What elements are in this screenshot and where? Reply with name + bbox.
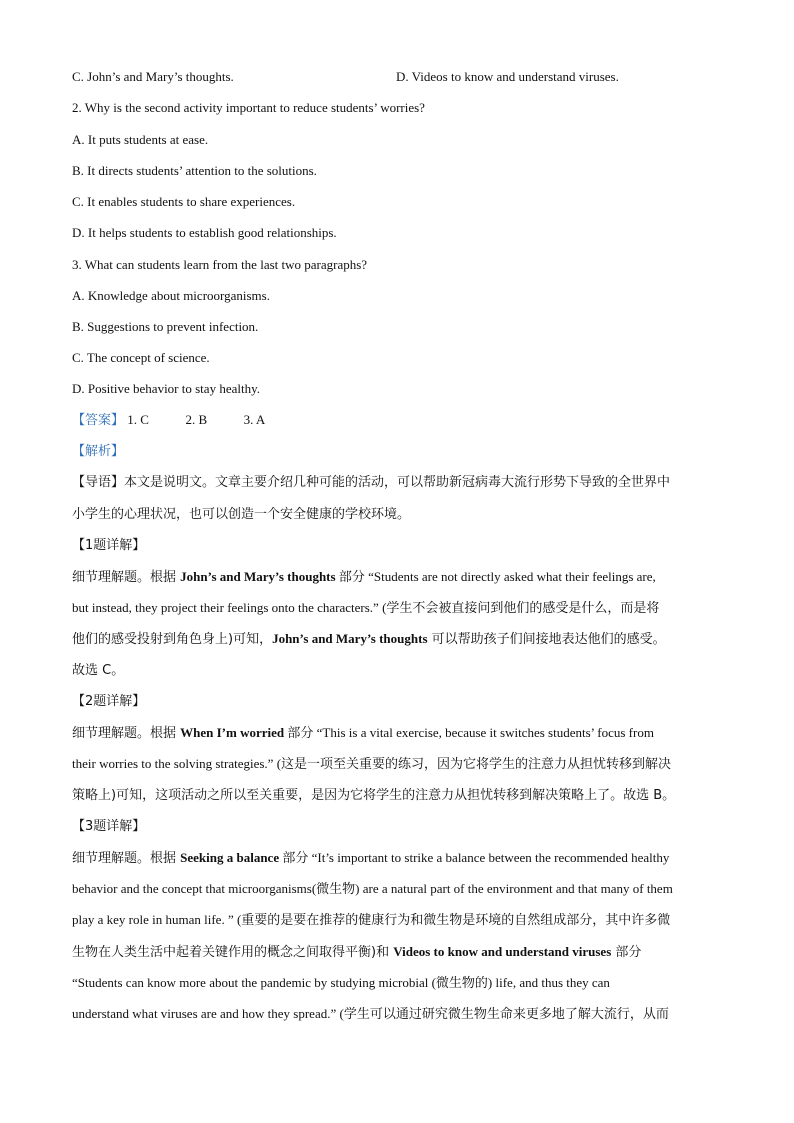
detail-3-line-1: 细节理解题。根据 Seeking a balance 部分 “It’s important to strike a balance between the recommended healthy — [72, 850, 670, 866]
section-ref-videos: Videos to know and understand viruses — [393, 944, 612, 959]
detail-1-line-1: 细节理解题。根据 John’s and Mary’s thoughts 部分 “Students are not directly asked what their feelings are, — [72, 569, 656, 585]
answer-row — [72, 411, 722, 430]
q3-question: 3. What can students learn from the last two paragraphs? — [72, 257, 368, 272]
answer-1: 1. C — [127, 412, 149, 427]
detail-2-label: 【2题详解】 — [72, 694, 146, 709]
guide-label: 【导语】 — [72, 475, 125, 490]
q2-option-a: A. It puts students at ease. — [72, 132, 209, 147]
detail-3-line-3: play a key role in human life. ” (重要的是要在推荐的健康行为和微生物是环境的自然组成部分，其中许多微 — [72, 912, 671, 927]
q1-option-d: D. Videos to know and understand viruses. — [396, 69, 619, 84]
section-ref-johns-marys: John’s and Mary’s thoughts — [180, 569, 336, 584]
guide-text-1: 本文是说明文。文章主要介绍几种可能的活动，可以帮助新冠病毒大流行形势下导致的全世界中 — [124, 475, 671, 490]
q2-option-d: D. It helps students to establish good relationships. — [72, 225, 337, 240]
detail-1-line-3: 他们的感受投射到角色身上)可知，John’s and Mary’s thoughts 可以帮助孩子们间接地表达他们的感受。 — [72, 631, 666, 647]
detail-3-line-2: behavior and the concept that microorganisms(微生物) are a natural part of the environment and that many of them — [72, 881, 673, 896]
guide-line-1 — [72, 474, 722, 492]
q2-option-b: B. It directs students’ attention to the solutions. — [72, 163, 317, 178]
detail-3-line-6: understand what viruses are and how they spread.” (学生可以通过研究微生物生命来更多地了解大流行，从而 — [72, 1006, 669, 1021]
q3-option-b: B. Suggestions to prevent infection. — [72, 319, 259, 334]
section-ref-johns-marys-2: John’s and Mary’s thoughts — [272, 631, 428, 646]
guide-line-2: 小学生的心理状况，也可以创造一个安全健康的学校环境。 — [72, 507, 411, 522]
q3-option-d: D. Positive behavior to stay healthy. — [72, 381, 260, 396]
detail-3-label: 【3题详解】 — [72, 819, 146, 834]
detail-1-label: 【1题详解】 — [72, 538, 146, 553]
q3-option-c: C. The concept of science. — [72, 350, 210, 365]
answer-2: 2. B — [185, 412, 208, 427]
answer-label: 【答案】 — [72, 413, 125, 428]
detail-2-line-2: their worries to the solving strategies.” (这是一项至关重要的练习，因为它将学生的注意力从担忧转移到解决 — [72, 756, 672, 771]
q3-option-a: A. Knowledge about microorganisms. — [72, 288, 270, 303]
detail-1-line-2: but instead, they project their feelings onto the characters.” (学生不会被直接问到他们的感受是什么，而是将 — [72, 600, 660, 615]
detail-3-line-4: 生物在人类生活中起着关键作用的概念之间取得平衡)和 Videos to know and understand viruses 部分 — [72, 944, 642, 960]
q2-question: 2. Why is the second activity important to reduce students’ worries? — [72, 100, 425, 115]
detail-1-line-4: 故选 C。 — [72, 663, 125, 678]
q1-option-c: C. John’s and Mary’s thoughts. — [72, 69, 234, 84]
section-ref-seeking-balance: Seeking a balance — [180, 850, 280, 865]
detail-3-line-5: “Students can know more about the pandemic by studying microbial (微生物的) life, and thus they can — [72, 975, 610, 990]
section-ref-when-worried: When I’m worried — [180, 725, 285, 740]
analysis-label: 【解析】 — [72, 444, 125, 459]
detail-2-line-1: 细节理解题。根据 When I’m worried 部分 “This is a vital exercise, because it switches students’ focus from — [72, 725, 654, 741]
detail-2-line-3: 策略上)可知，这项活动之所以至关重要，是因为它将学生的注意力从担忧转移到解决策略上了。故选 B。 — [72, 788, 676, 803]
q2-option-c: C. It enables students to share experiences. — [72, 194, 296, 209]
answer-3: 3. A — [243, 412, 266, 427]
